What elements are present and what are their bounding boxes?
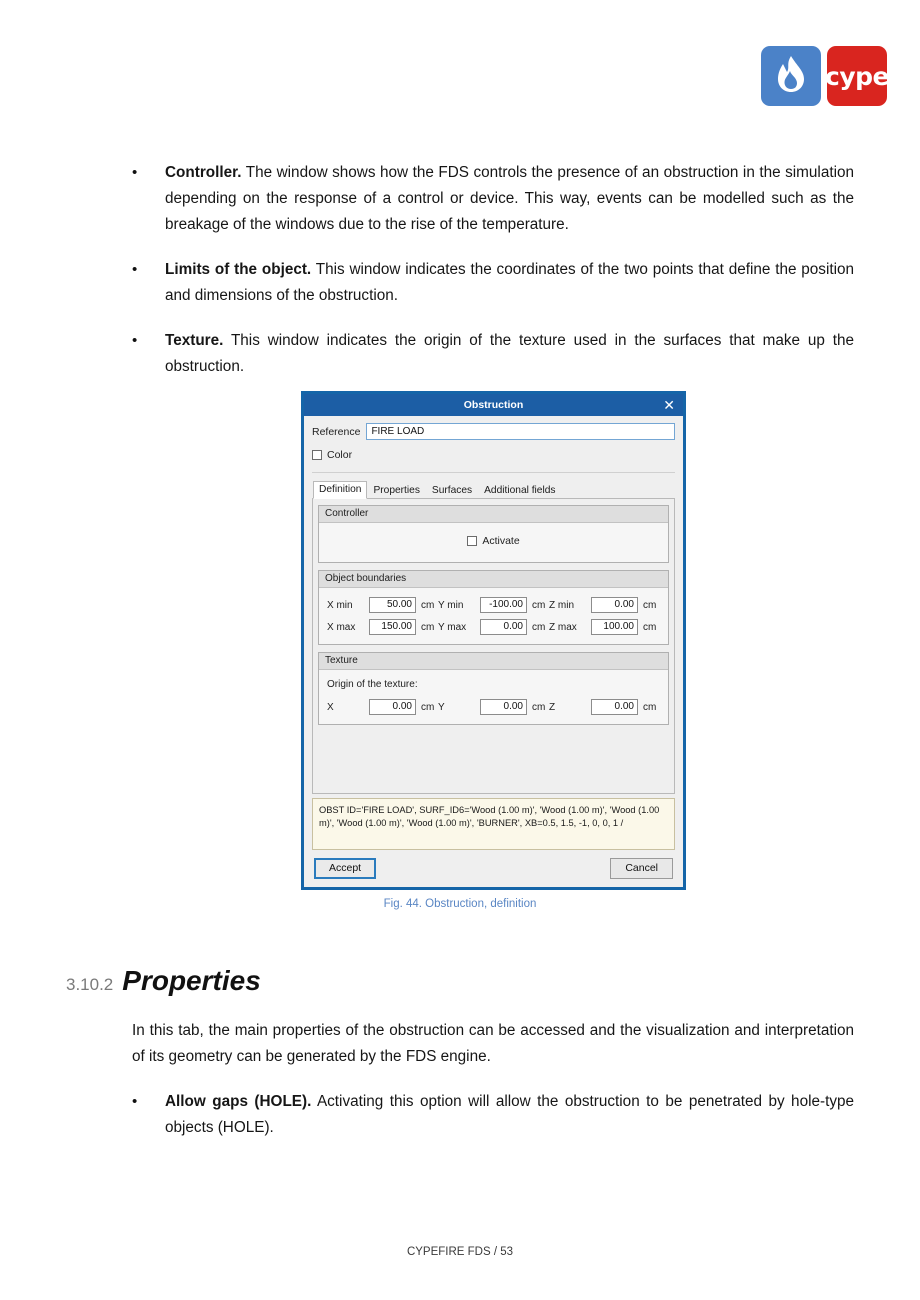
texture-group (318, 652, 669, 725)
texture-z-label: Z (549, 701, 556, 713)
boundaries-min-row (327, 597, 660, 613)
y-max-unit: cm (532, 621, 546, 633)
checkbox-icon[interactable] (312, 450, 322, 460)
texture-y-unit: cm (532, 701, 546, 713)
bullet-body (165, 160, 854, 238)
z-min-unit: cm (643, 599, 657, 611)
bullet-marker: • (132, 164, 138, 181)
bullet-description: Activating this option will allow the obstruction to be penetrated by hole-type objects (HOLE). (165, 1093, 854, 1136)
y-min-input[interactable]: -100.00 (480, 597, 527, 613)
texture-group-body (319, 670, 668, 724)
texture-y-input[interactable]: 0.00 (480, 699, 527, 715)
y-min-unit: cm (532, 599, 546, 611)
cype-wordmark: cype (825, 61, 889, 91)
tab-surfaces[interactable]: Surfaces (431, 485, 473, 496)
bullet-marker: • (132, 1093, 138, 1110)
x-min-label: X min (327, 599, 353, 611)
bullet-description: This window indicates the origin of the texture used in the surfaces that make up the obstruction. (165, 332, 854, 375)
section-heading (66, 965, 261, 997)
texture-z-unit: cm (643, 701, 657, 713)
flame-icon (776, 55, 806, 98)
obstruction-dialog (301, 391, 686, 890)
z-min-input[interactable]: 0.00 (591, 597, 638, 613)
flame-logo-tile (761, 46, 821, 106)
checkbox-icon[interactable] (467, 536, 477, 546)
dialog-tabstrip (312, 480, 675, 499)
bullet-description: The window shows how the FDS controls the presence of an obstruction in the simulation depending on the response of a control or device. This way, events can be modelled such as the breakage of the windows due to the rise of the temperature. (165, 164, 854, 233)
color-checkbox-row[interactable] (312, 449, 675, 461)
document-lower-content (132, 1018, 854, 1158)
reference-value: FIRE LOAD (371, 426, 425, 437)
reference-label: Reference (312, 425, 361, 438)
texture-origin-label: Origin of the texture: (327, 679, 418, 690)
accept-button[interactable]: Accept (314, 858, 376, 879)
bullet-body (165, 1089, 854, 1141)
document-upper-content (132, 160, 854, 397)
z-max-input[interactable]: 100.00 (591, 619, 638, 635)
cancel-button[interactable]: Cancel (610, 858, 673, 879)
controller-group-body (319, 523, 668, 562)
bullet-marker: • (132, 261, 138, 278)
x-max-input[interactable]: 150.00 (369, 619, 416, 635)
dialog-body (304, 416, 683, 887)
bullet-body (165, 257, 854, 309)
controller-group-title: Controller (319, 506, 668, 523)
y-max-label: Y max (438, 621, 467, 633)
cype-logo-tile (827, 46, 887, 106)
bullet-lead-term: Allow gaps (HOLE). (165, 1093, 312, 1110)
page-footer: CYPEFIRE FDS / 53 (406, 1246, 514, 1258)
y-max-input[interactable]: 0.00 (480, 619, 527, 635)
boundaries-group-body (319, 588, 668, 644)
object-boundaries-group (318, 570, 669, 645)
z-min-label: Z min (549, 599, 574, 611)
list-item (132, 160, 854, 238)
fds-code-preview: OBST ID='FIRE LOAD', SURF_ID6='Wood (1.00 m)', 'Wood (1.00 m)', 'Wood (1.00 m)', 'Wood (1.00 m)', 'Wood (1.00 m)', 'BURNER', XB=0.5, 1.5, -1, 0, 0, 1 / (312, 798, 675, 850)
list-item (132, 1089, 854, 1141)
x-min-input[interactable]: 50.00 (369, 597, 416, 613)
bullet-body (165, 328, 854, 380)
texture-group-title: Texture (319, 653, 668, 670)
texture-z-input[interactable]: 0.00 (591, 699, 638, 715)
z-max-unit: cm (643, 621, 657, 633)
controller-group (318, 505, 669, 563)
section-number: 3.10.2 (66, 975, 114, 994)
tab-properties[interactable]: Properties (373, 485, 420, 496)
list-item (132, 328, 854, 380)
tab-additional-fields[interactable]: Additional fields (484, 485, 556, 496)
intro-paragraph: In this tab, the main properties of the obstruction can be accessed and the visualization and interpretation of its geometry can be generated by the FDS engine. (132, 1022, 854, 1065)
dialog-title: Obstruction (463, 399, 524, 411)
activate-label: Activate (482, 535, 520, 547)
texture-y-label: Y (438, 701, 445, 713)
bullet-description: This window indicates the coordinates of the two points that define the position and dimensions of the obstruction. (165, 261, 854, 304)
y-min-label: Y min (438, 599, 464, 611)
divider (312, 472, 675, 473)
texture-x-label: X (327, 701, 334, 713)
definition-tab-panel (312, 499, 675, 794)
figure-caption: Fig. 44. Obstruction, definition (383, 898, 537, 910)
texture-x-unit: cm (421, 701, 435, 713)
bullet-lead-term: Texture. (165, 332, 224, 349)
bullet-lead-term: Controller. (165, 164, 242, 181)
reference-input[interactable] (366, 423, 675, 440)
texture-origin-row (327, 699, 660, 715)
list-item (132, 257, 854, 309)
reference-row (312, 423, 675, 440)
boundaries-max-row (327, 619, 660, 635)
dialog-titlebar (304, 394, 683, 416)
bullet-lead-term: Limits of the object. (165, 261, 312, 278)
x-min-unit: cm (421, 599, 435, 611)
dialog-button-bar (312, 850, 675, 887)
bullet-marker: • (132, 332, 138, 349)
panel-spacer (318, 732, 669, 788)
brand-logo (761, 46, 887, 106)
activate-checkbox-row[interactable] (327, 532, 660, 553)
page-title: Properties (122, 965, 261, 996)
boundaries-group-title: Object boundaries (319, 571, 668, 588)
x-max-unit: cm (421, 621, 435, 633)
color-checkbox-label: Color (327, 449, 353, 461)
close-icon[interactable]: ✕ (663, 397, 675, 413)
x-max-label: X max (327, 621, 356, 633)
z-max-label: Z max (549, 621, 577, 633)
texture-x-input[interactable]: 0.00 (369, 699, 416, 715)
tab-definition[interactable]: Definition (313, 481, 367, 499)
